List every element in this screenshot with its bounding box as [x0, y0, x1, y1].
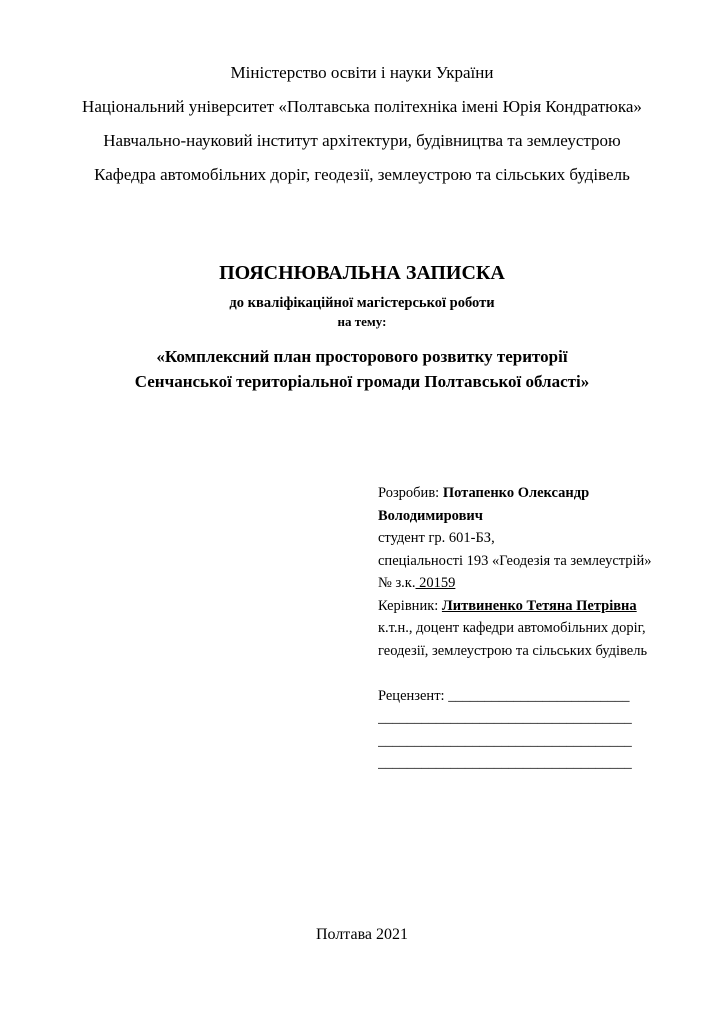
city-year: Полтава 2021	[315, 926, 409, 943]
record-number-label: № з.к.	[378, 575, 416, 591]
page-title: ПОЯСНЮВАЛЬНА ЗАПИСКА	[219, 262, 505, 284]
developer-name: Потапенко Олександр Володимирович	[378, 485, 590, 524]
signature-blank-line: ___________________________________	[378, 755, 632, 771]
student-group-line: студент гр. 601-БЗ,	[378, 530, 495, 546]
attribution-block	[378, 482, 670, 775]
attribution-spacer	[378, 662, 670, 685]
ministry-line: Міністерство освіти і науки України	[230, 63, 494, 82]
supervisor-name: Литвиненко Тетяна Петрівна	[441, 597, 637, 614]
department-line: Кафедра автомобільних доріг, геодезії, землеустрою та сільських будівель	[94, 165, 630, 184]
topic-line-2: Сенчанської територіальної громади Полтавської області»	[134, 372, 590, 391]
record-number-line	[378, 572, 670, 595]
footer-block	[0, 926, 724, 944]
supervisor-line	[378, 595, 670, 618]
reviewer-blank: _________________________	[448, 687, 630, 704]
record-number-value: 20159	[415, 575, 456, 591]
supervisor-degree-line-1: к.т.н., доцент кафедри автомобільних доріг,	[378, 620, 646, 636]
developer-label: Розробив:	[378, 485, 443, 501]
title-block	[0, 262, 724, 394]
topic-label: на тему:	[337, 314, 387, 329]
signature-blank-line: ___________________________________	[378, 732, 632, 749]
developer-line	[378, 482, 670, 527]
signature-blank-line: ___________________________________	[378, 710, 632, 726]
topic-line-1: «Комплексний план просторового розвитку території	[156, 347, 568, 366]
topic-title	[0, 344, 724, 394]
reviewer-line	[378, 685, 670, 708]
reviewer-label: Рецензент:	[378, 687, 449, 704]
supervisor-degree-line-2: геодезії, землеустрою та сільських будівель	[378, 642, 648, 659]
university-line: Національний університет «Полтавська політехніка імені Юрія Кондратюка»	[82, 97, 642, 116]
supervisor-label: Керівник:	[378, 597, 442, 614]
header-block	[0, 0, 724, 192]
work-type-subtitle: до кваліфікаційної магістерської роботи	[229, 295, 495, 311]
institute-line: Навчально-науковий інститут архітектури, будівництва та землеустрою	[103, 131, 621, 150]
speciality-line: спеціальності 193 «Геодезія та землеустрій»	[378, 552, 652, 569]
